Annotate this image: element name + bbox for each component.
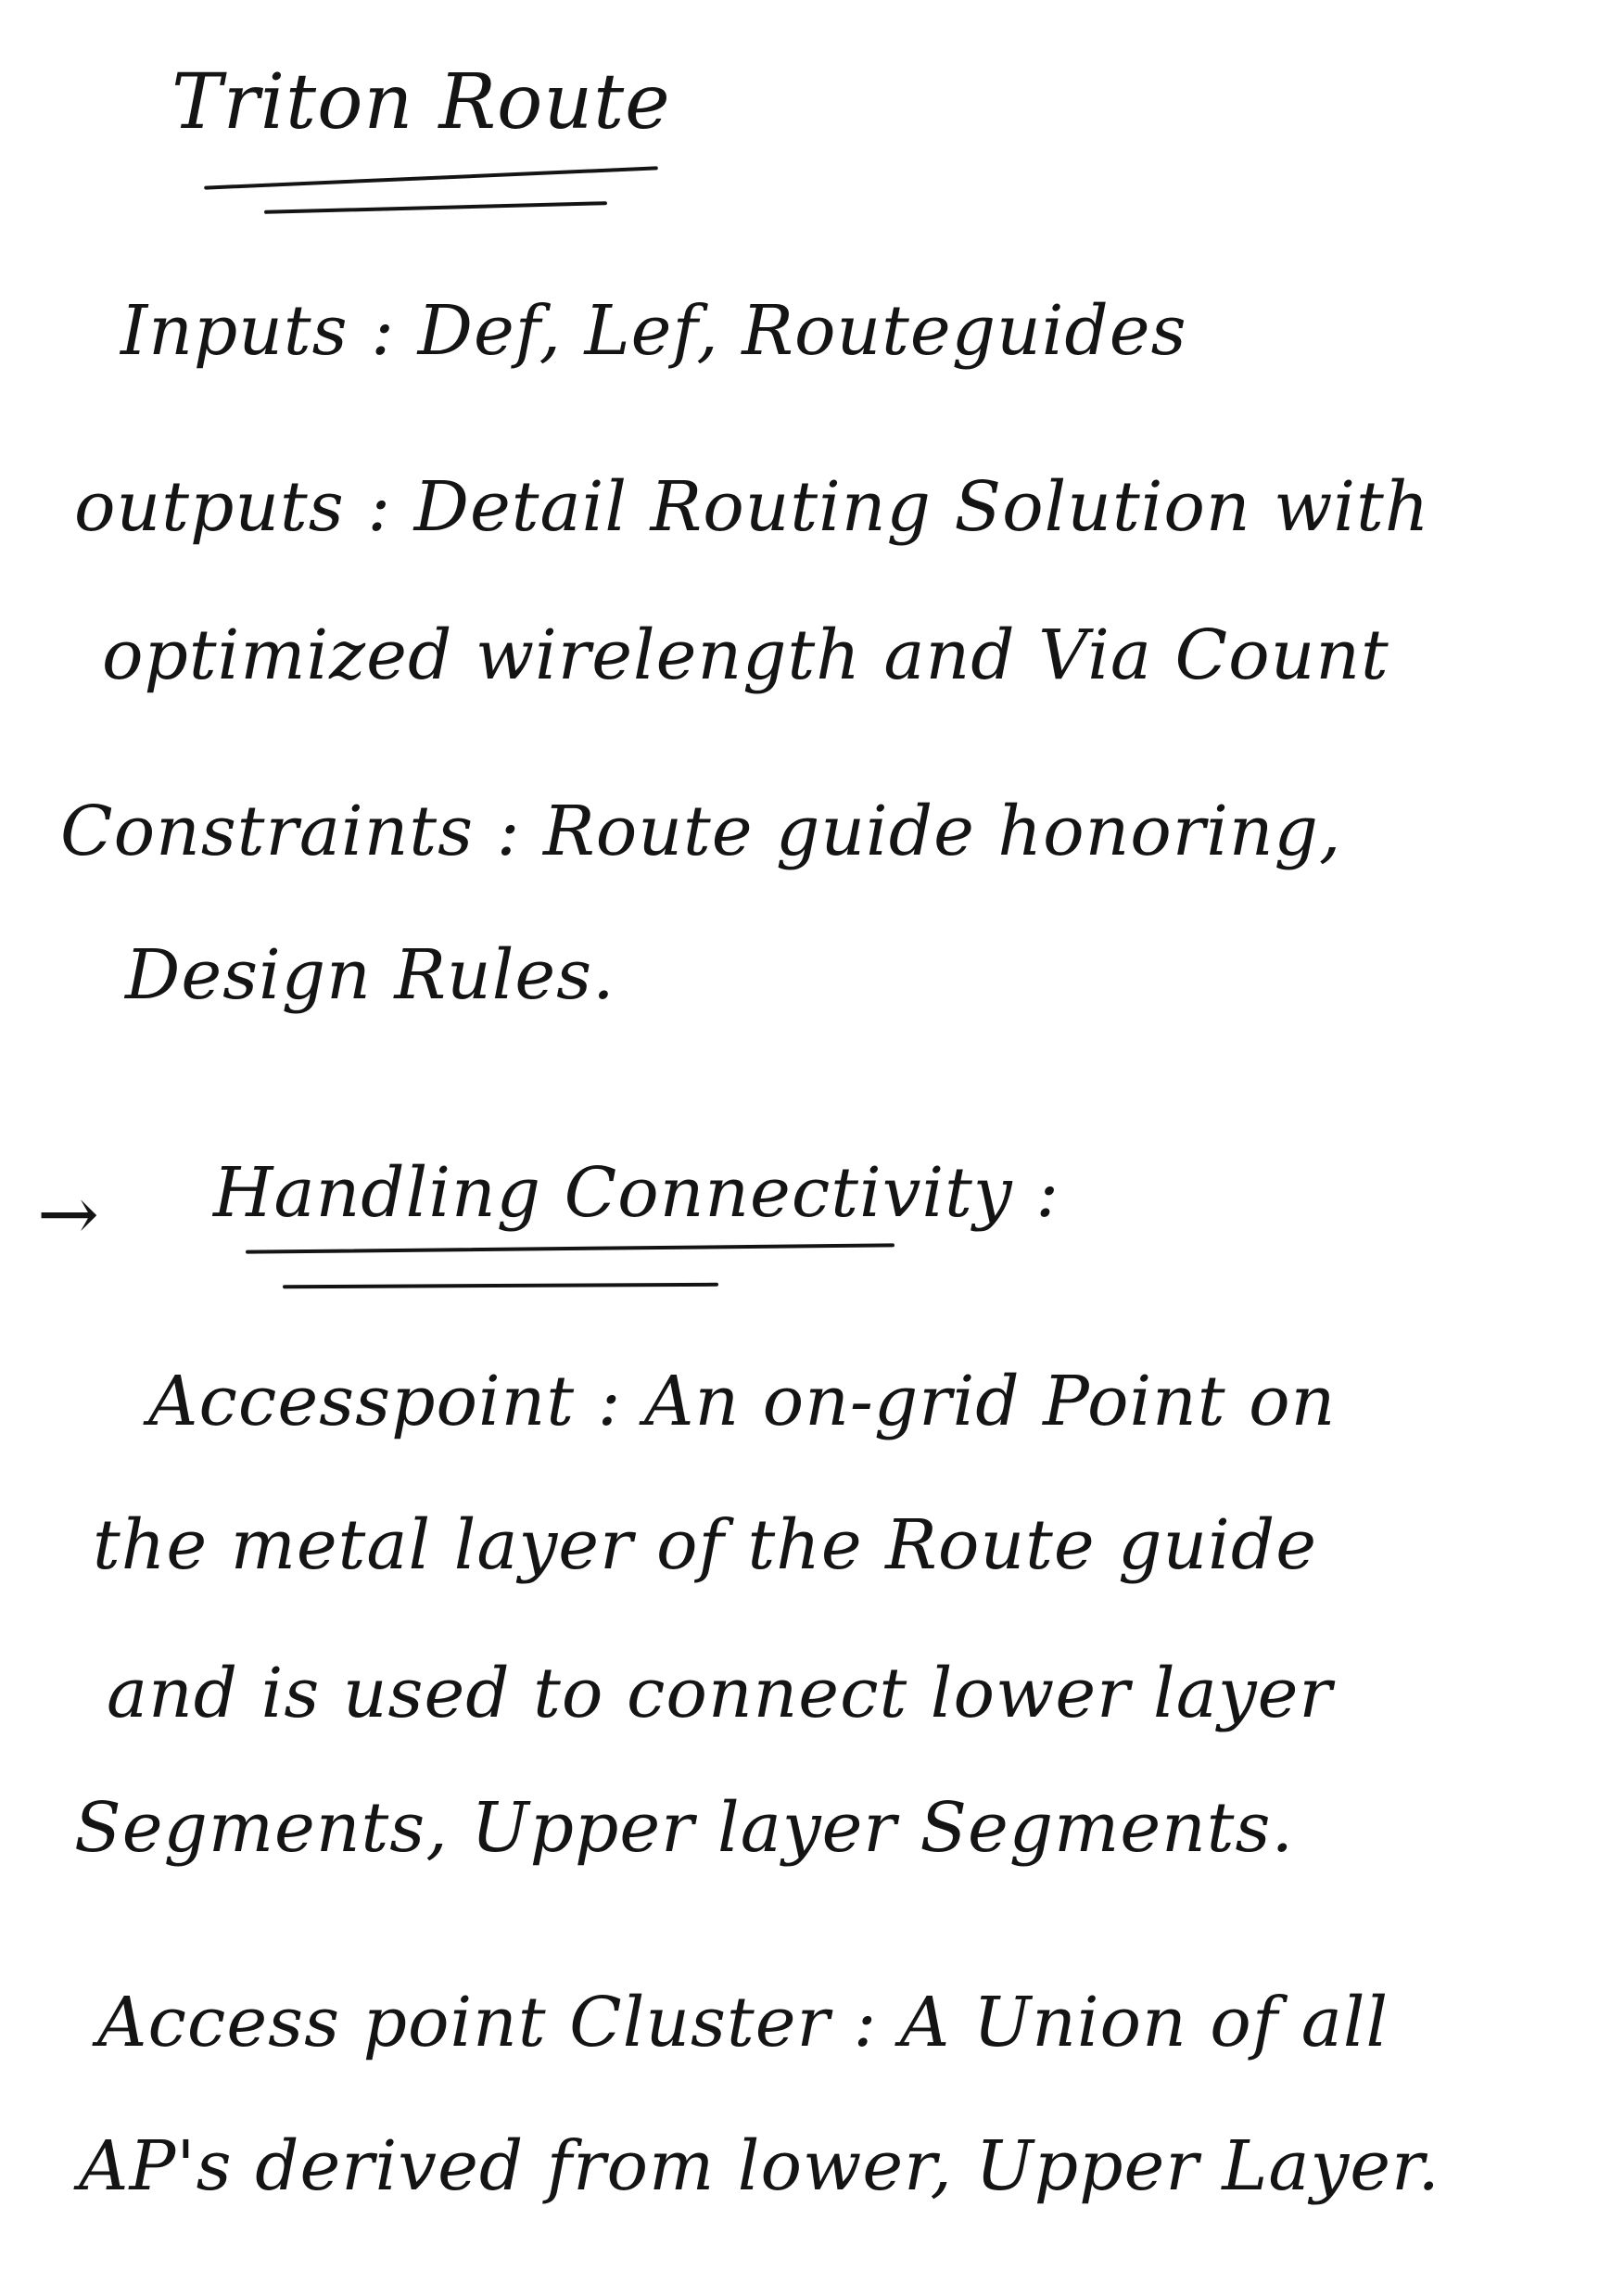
constraints-line-2: Design Rules. [125,935,615,1015]
title-underline-top [204,166,658,189]
constraints-line-1: Constraints : Route guide honoring, [60,792,1342,871]
accesspoint-line-1: Accesspoint : An on-grid Point on [148,1362,1337,1441]
cluster-line-1: Access point Cluster : A Union of all [97,1983,1389,2062]
cluster-line-2: AP's derived from lower, Upper Layer. [79,2126,1440,2206]
section-heading: Handling Connectivity : [213,1153,1060,1233]
accesspoint-line-3: and is used to connect lower layer [107,1654,1333,1733]
inputs-line: Inputs : Def, Lef, Routeguides [121,291,1187,371]
page-title: Triton Route [171,58,671,146]
right-arrow-icon: → [37,1171,100,1257]
title-underline-bottom [264,201,607,214]
section-heading-underline-bottom [283,1283,718,1288]
accesspoint-line-2: the metal layer of the Route guide [93,1505,1318,1585]
outputs-line-2: optimized wirelength and Via Count [102,615,1389,695]
section-heading-underline-top [246,1243,894,1253]
outputs-line-1: outputs : Detail Routing Solution with [74,467,1430,547]
accesspoint-line-4: Segments, Upper layer Segments. [74,1788,1295,1868]
